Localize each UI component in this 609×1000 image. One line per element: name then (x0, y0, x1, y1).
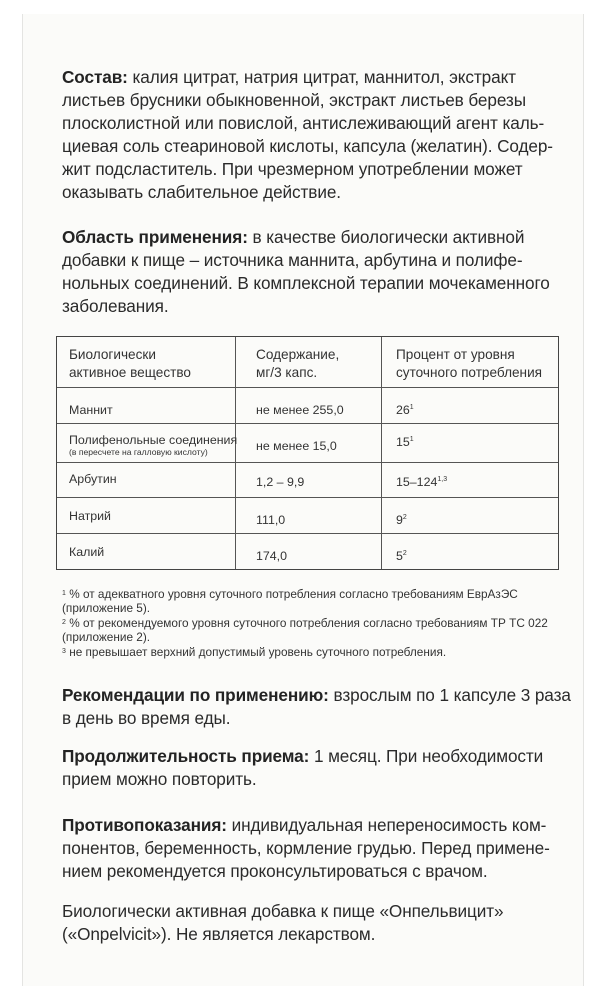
contraindications-section: Противопоказания: индивидуальная непереносимость ком- понентов, беременность, кормление грудью. Перед примене- нием рекомендуется проконсультироваться с врачом. (62, 815, 550, 881)
table-header-percent: Процент от уровня суточного потребления (396, 347, 543, 380)
table-cell-substance: Маннит (69, 403, 113, 417)
recommendations-section: Рекомендации по применению: взрослым по 1 капсуле 3 раза в день во время еды. (62, 685, 571, 728)
application-line: добавки к пище – источника маннита, арбутина и полифе- (62, 250, 523, 270)
table-cell-substance: Натрий (69, 509, 111, 523)
composition-line: листьев брусники обыкновенной, экстракт листьев березы (62, 90, 526, 110)
application-section (62, 226, 562, 318)
application-line: заболевания. (62, 296, 169, 316)
table-cell-percent: $15^1$ (396, 435, 414, 449)
table-header-substance: Биологически активное вещество (69, 347, 191, 380)
nutrient-table (56, 336, 559, 570)
table-cell-content: 1,2 – 9,9 (256, 475, 305, 489)
composition-line: циевая соль стеариновой кислоты, капсула (желатин). Содер- (62, 136, 553, 156)
table-header-content: Содержание, мг/3 капс. (256, 347, 340, 380)
table-row-divider (57, 423, 558, 424)
table-column-divider (235, 337, 236, 569)
composition-line: жит подсластитель. При чрезмерном употреблении может (62, 159, 523, 179)
table-row-divider (57, 533, 558, 534)
footnote: $^1$ % от адекватного уровня суточного потребления согласно требованиям ЕврАзЭС (приложение 5). (62, 587, 518, 615)
application-line: в качестве биологически активной (252, 227, 525, 247)
table-cell-content: 111,0 (256, 513, 286, 527)
table-cell-percent: $26^1$ (396, 403, 414, 417)
application-line: нольных соединений. В комплексной терапии мочекаменного (62, 273, 550, 293)
table-cell-content: 174,0 (256, 549, 288, 563)
table-cell-note: (в пересчете на галловую кислоту) (69, 447, 208, 457)
table-column-divider (381, 337, 382, 569)
table-header-divider (57, 387, 558, 388)
product-note: Биологически активная добавка к пище «Онпельвицит» («Onpelvicit»). Не является лекарством. (62, 901, 504, 944)
table-cell-content: не менее 15,0 (256, 439, 337, 453)
composition-line: оказывать слабительное действие. (62, 182, 341, 202)
table-row-divider (57, 462, 558, 463)
duration-section: Продолжительность приема: 1 месяц. При необходимости прием можно повторить. (62, 746, 544, 789)
contraindications-label: Противопоказания: (62, 815, 227, 835)
table-cell-substance: Полифенольные соединения (69, 433, 238, 447)
table-cell-percent: $9^2$ (396, 513, 407, 527)
composition-line: плосколистной или повислой, антислеживающий агент каль- (62, 113, 545, 133)
table-row-divider (57, 497, 558, 498)
composition-label: Состав: (62, 67, 128, 87)
table-cell-content: не менее 255,0 (256, 403, 344, 417)
table-cell-substance: Калий (69, 545, 105, 559)
table-cell-substance: Арбутин (69, 472, 117, 486)
footnote: $^3$ не превышает верхний допустимый уровень суточного потребления. (62, 645, 447, 659)
application-label: Область применения: (62, 227, 248, 247)
footnote: $^2$ % от рекомендуемого уровня суточного потребления согласно требованиям ТР ТС 022 (приложение 2). (62, 616, 548, 644)
duration-label: Продолжительность приема: (62, 746, 310, 766)
composition-section (62, 66, 562, 204)
recommendations-label: Рекомендации по применению: (62, 685, 329, 705)
composition-line: калия цитрат, натрия цитрат, маннитол, экстракт (132, 67, 516, 87)
table-cell-percent: $5^2$ (396, 549, 407, 563)
table-cell-percent: 15–124$^{1,3}$ (396, 475, 448, 489)
